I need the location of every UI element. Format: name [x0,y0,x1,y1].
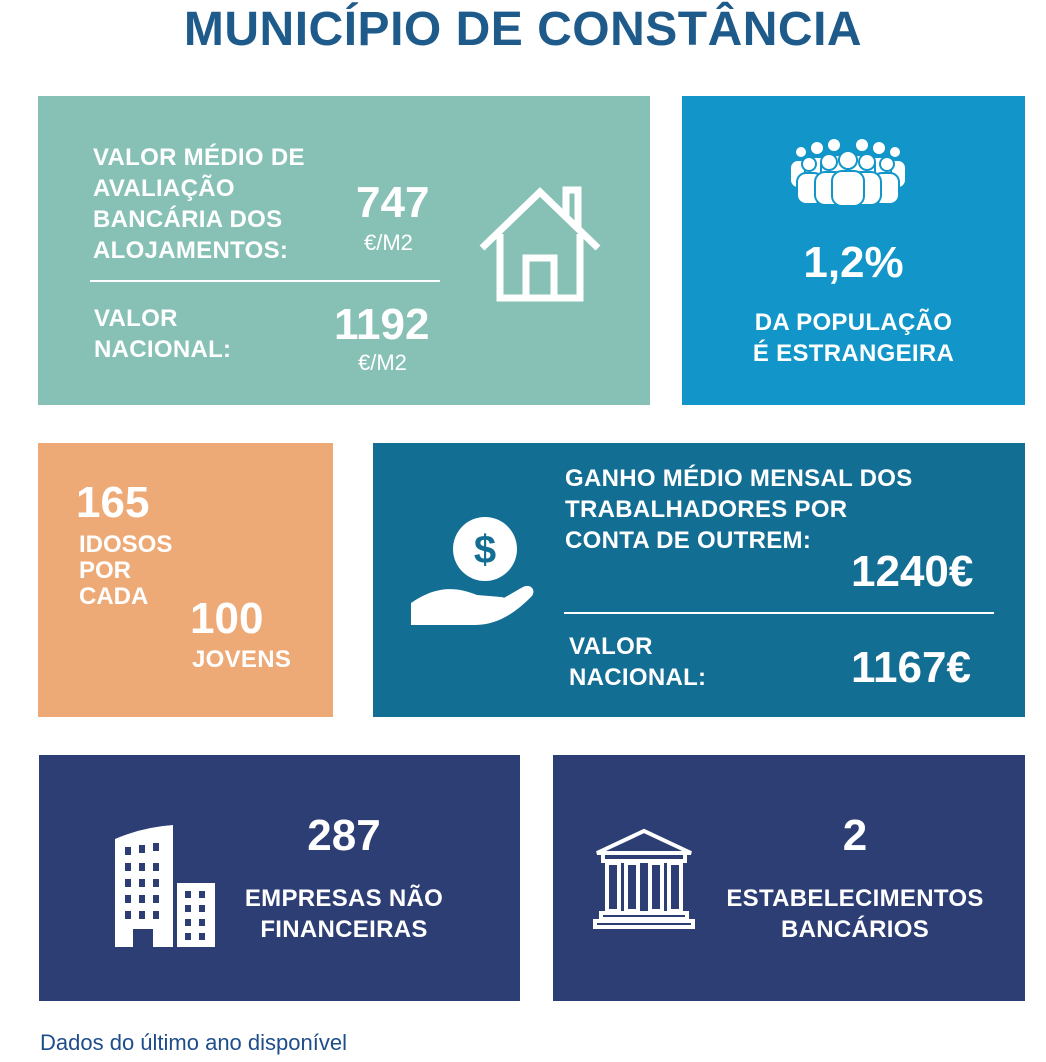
banks-card [553,755,1025,1001]
page-title: MUNICÍPIO DE CONSTÂNCIA [183,3,863,56]
housing-value: 747 [356,178,430,227]
companies-card [39,755,520,1001]
people-group-icon [787,138,909,208]
ageing-index-card [38,443,333,717]
housing-label: VALOR MÉDIO DE AVALIAÇÃO BANCÁRIA DOS ALOJAMENTOS: [93,144,305,264]
housing-value-card [38,96,650,405]
foreign-population-value: 1,2% [803,238,904,287]
housing-national-label: VALOR NACIONAL: [94,305,232,363]
ageing-young-label: JOVENS [192,646,292,673]
banks-label: ESTABELECIMENTOS BANCÁRIOS [726,885,984,943]
bank-icon [593,827,695,929]
housing-divider [90,280,440,282]
housing-national-unit: €/M2 [358,350,407,375]
monthly-income-label: GANHO MÉDIO MENSAL DOS TRABALHADORES POR CONTA DE OUTREM: [565,465,913,554]
ageing-young-value: 100 [190,594,264,643]
ageing-label: IDOSOS POR CADA [79,531,173,610]
monthly-income-national-value: 1167€ [851,643,971,692]
foreign-population-card [682,96,1025,405]
monthly-income-card [373,443,1025,717]
banks-value: 2 [842,811,868,860]
hand-dollar-coin-icon [409,515,535,627]
svg-text:$: $ [473,528,497,572]
foreign-population-label: DA POPULAÇÃO É ESTRANGEIRA [752,309,955,367]
office-building-icon [113,825,217,949]
housing-unit: €/M2 [364,230,413,255]
companies-value: 287 [307,811,381,860]
monthly-income-national-label: VALOR NACIONAL: [569,633,707,691]
ageing-elderly-value: 165 [76,478,150,527]
companies-label: EMPRESAS NÃO FINANCEIRAS [244,885,444,943]
monthly-income-value: 1240€ [851,547,974,596]
house-icon [478,186,602,304]
footer-note: Dados do último ano disponível [40,1030,347,1055]
monthly-income-divider [564,612,994,614]
housing-national-value: 1192 [334,300,430,349]
